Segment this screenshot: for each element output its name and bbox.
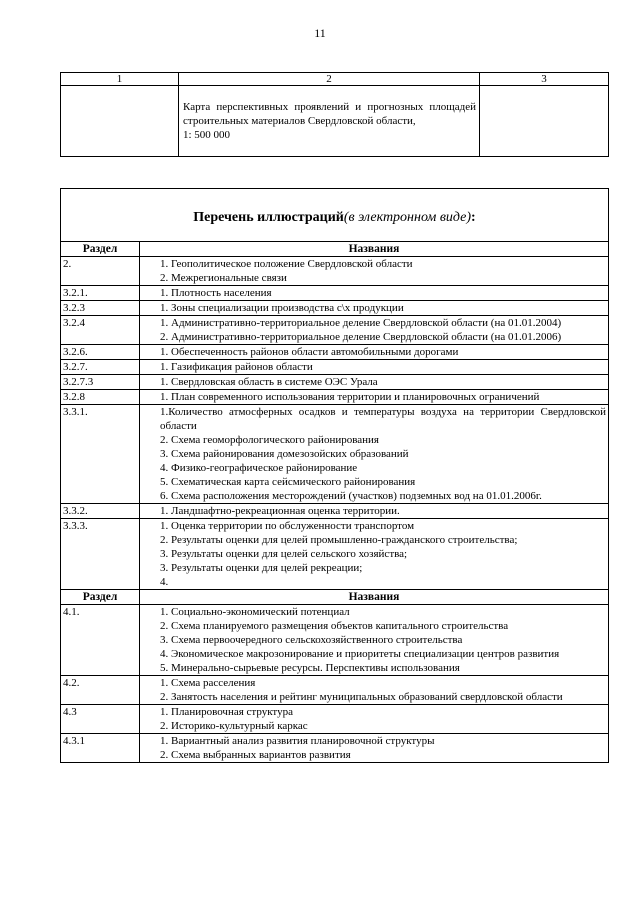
column-header-row-2 (61, 590, 609, 605)
illustration-names-cell (140, 286, 609, 301)
illustrations-table (60, 188, 609, 763)
illustrations-title-row (61, 189, 609, 242)
illustration-item: 2. Историко-культурный каркас (160, 720, 308, 732)
illustration-item: 2. Занятость населения и рейтинг муниципальных образований свердловской области (160, 691, 563, 703)
table-row (61, 345, 609, 360)
top-table-cell-text (179, 86, 480, 157)
title-colon: : (471, 210, 476, 225)
illustration-names-cell (140, 301, 609, 316)
table-row (61, 519, 609, 590)
illustration-names-cell (140, 316, 609, 345)
table-row (61, 405, 609, 504)
table-row (61, 676, 609, 705)
table-row (61, 301, 609, 316)
illustration-names-cell (140, 390, 609, 405)
illustration-item: 3. Результаты оценки для целей сельского хозяйства; (160, 548, 408, 560)
illustration-names-cell (140, 504, 609, 519)
col-section-header-2: Раздел (61, 590, 140, 605)
illustration-item: 4. Физико-географическое районирование (160, 462, 358, 474)
table-row (61, 605, 609, 676)
illustration-item: 1. Схема расселения (160, 677, 256, 689)
illustration-names-cell (140, 405, 609, 504)
title-italic: (в электронном виде) (343, 210, 472, 225)
table-row (61, 705, 609, 734)
table-row (61, 375, 609, 390)
illustration-names-cell (140, 734, 609, 763)
col-number-2: 2 (179, 73, 480, 86)
illustration-names-cell (140, 519, 609, 590)
section-number: 3.3.3. (61, 519, 140, 590)
section-number: 4.2. (61, 676, 140, 705)
illustration-item: 2. Административно-территориальное деление Свердловской области (на 01.01.2006) (160, 331, 562, 343)
illustration-item: 1. Оценка территории по обслуженности транспортом (160, 520, 415, 532)
map-title-text: Карта перспективных проявлений и прогнозных площадей строительных материалов Свердловской области, (183, 101, 476, 127)
col-names-header: Названия (140, 242, 609, 257)
illustration-item: 1. Газификация районов области (160, 361, 313, 373)
section-number: 3.2.3 (61, 301, 140, 316)
illustration-item: 3. Результаты оценки для целей рекреации; (160, 562, 363, 574)
illustration-item: 6. Схема расположения месторождений (участков) подземных вод на 01.01.2006г. (160, 490, 542, 502)
illustration-item: 1. Вариантный анализ развития планировочной структуры (160, 735, 435, 747)
illustration-item: 5. Схематическая карта сейсмического районирования (160, 476, 416, 488)
illustration-item: 2. Схема выбранных вариантов развития (160, 749, 351, 761)
illustration-names-cell (140, 605, 609, 676)
illustration-item: 1. Планировочная структура (160, 706, 293, 718)
illustration-names-cell (140, 676, 609, 705)
section-number: 3.3.1. (61, 405, 140, 504)
section-number: 4.1. (61, 605, 140, 676)
illustration-item: 1. Геополитическое положение Свердловской области (160, 258, 413, 270)
illustration-item: 5. Минерально-сырьевые ресурсы. Перспективы использования (160, 662, 460, 674)
section-number: 3.2.8 (61, 390, 140, 405)
illustration-names-cell (140, 375, 609, 390)
illustration-item: 2. Межрегиональные связи (160, 272, 287, 284)
illustration-item: 2. Схема геоморфологического районирования (160, 434, 379, 446)
top-table-cell-empty-1 (61, 86, 179, 157)
top-table (60, 72, 609, 157)
section-number: 3.3.2. (61, 504, 140, 519)
column-header-row (61, 242, 609, 257)
illustration-item: 3. Схема районирования домезозойских образований (160, 448, 409, 460)
section-number: 3.2.7.3 (61, 375, 140, 390)
section-number: 4.3 (61, 705, 140, 734)
table-row (61, 360, 609, 375)
table-row (61, 390, 609, 405)
illustration-item: 2. Результаты оценки для целей промышленно-гражданского строительства; (160, 534, 518, 546)
illustration-item: 1.Количество атмосферных осадков и температуры воздуха на территории Свердловской области (160, 406, 606, 432)
illustration-names-cell (140, 705, 609, 734)
table-row (61, 734, 609, 763)
illustration-item: 4. Экономическое макрозонирование и приоритеты специализации центров развития (160, 648, 560, 660)
illustrations-title (61, 189, 609, 242)
illustration-item: 1. Плотность населения (160, 287, 272, 299)
page-number: 11 (314, 26, 326, 40)
title-bold: Перечень иллюстраций (193, 210, 344, 225)
table-row (61, 286, 609, 301)
illustration-names-cell (140, 360, 609, 375)
illustration-item: 1. Зоны специализации производства с\х продукции (160, 302, 404, 314)
illustration-names-cell (140, 257, 609, 286)
col-names-header-2: Названия (140, 590, 609, 605)
table-row (61, 316, 609, 345)
illustration-item: 1. План современного использования территории и планировочных ограничений (160, 391, 540, 403)
section-number: 3.2.7. (61, 360, 140, 375)
illustration-item: 1. Ландшафтно-рекреационная оценка территории. (160, 505, 400, 517)
section-number: 3.2.4 (61, 316, 140, 345)
col-number-3: 3 (480, 73, 609, 86)
col-section-header: Раздел (61, 242, 140, 257)
illustration-item: 1. Социально-экономический потенциал (160, 606, 350, 618)
illustration-names-cell (140, 345, 609, 360)
illustration-item: 2. Схема планируемого размещения объектов капитального строительства (160, 620, 509, 632)
section-number: 4.3.1 (61, 734, 140, 763)
illustration-item: 1. Административно-территориальное деление Свердловской области (на 01.01.2004) (160, 317, 562, 329)
illustration-item: 3. Схема первоочередного сельскохозяйственного строительства (160, 634, 463, 646)
map-scale-text: 1: 500 000 (183, 129, 231, 141)
section-number: 3.2.1. (61, 286, 140, 301)
table-row (61, 504, 609, 519)
top-table-header-row (61, 73, 609, 86)
illustration-item: 4. (160, 576, 169, 588)
rows-group-1 (61, 257, 609, 590)
col-number-1: 1 (61, 73, 179, 86)
top-table-cell-empty-3 (480, 86, 609, 157)
rows-group-2 (61, 605, 609, 763)
section-number: 2. (61, 257, 140, 286)
illustration-item: 1. Обеспеченность районов области автомобильными дорогами (160, 346, 459, 358)
section-number: 3.2.6. (61, 345, 140, 360)
top-table-row (61, 86, 609, 157)
table-row (61, 257, 609, 286)
illustration-item: 1. Свердловская область в системе ОЭС Урала (160, 376, 378, 388)
